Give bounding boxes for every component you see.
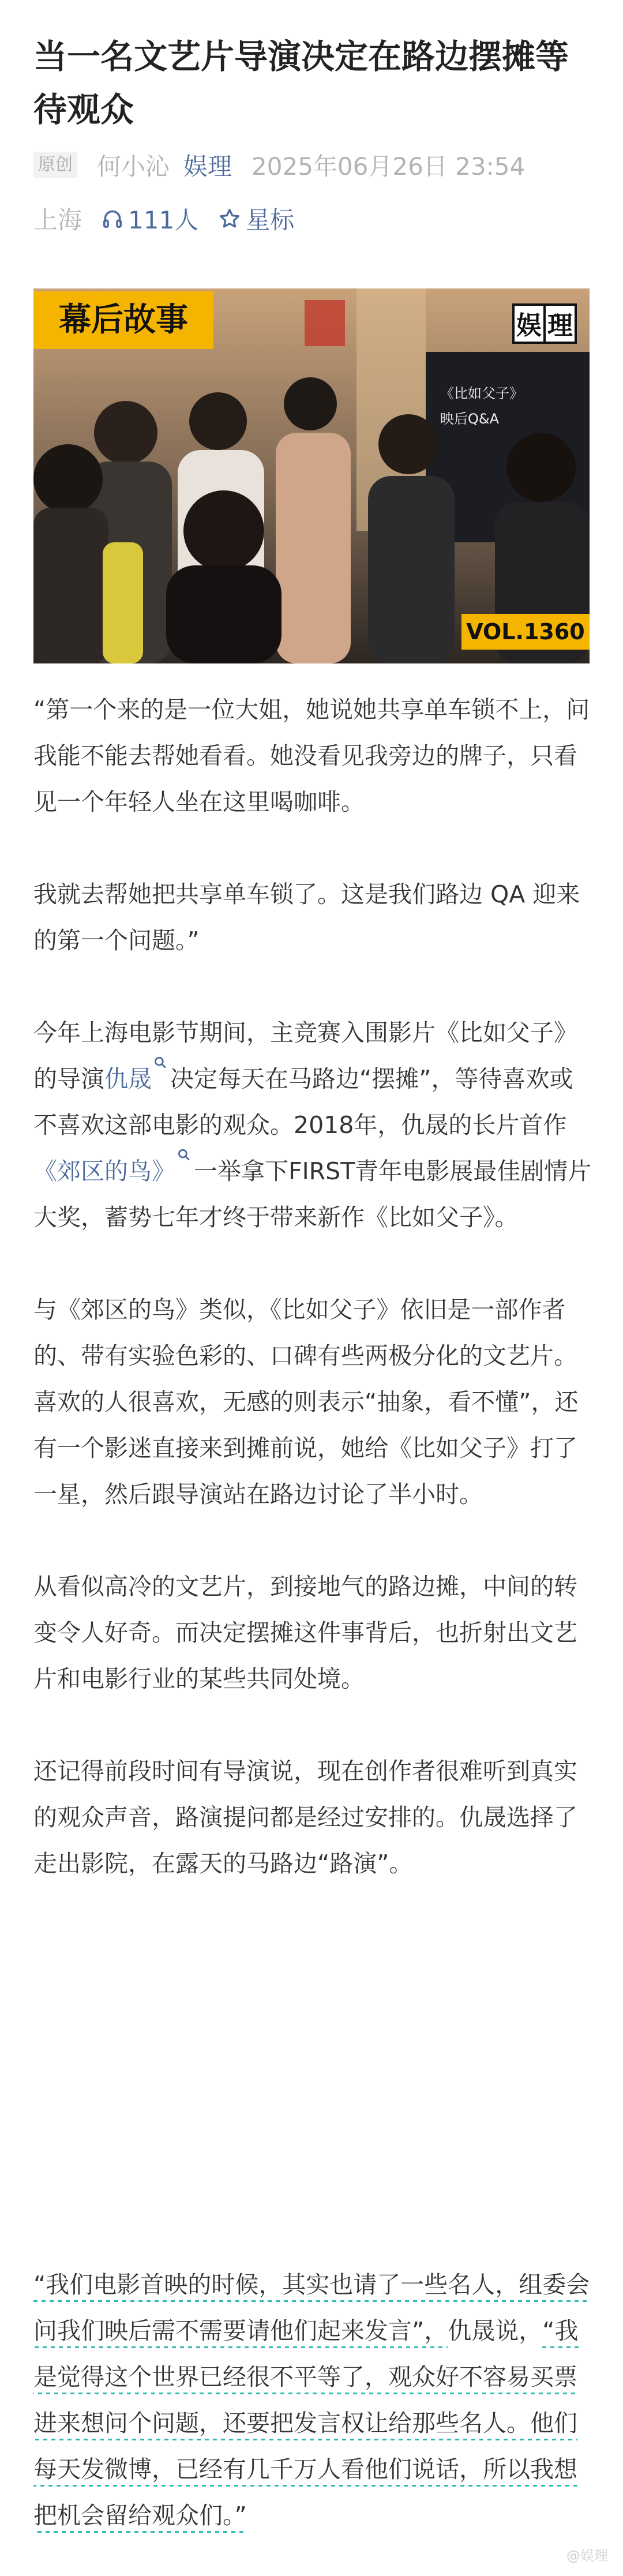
paragraph: 与《郊区的鸟》类似，《比如父子》依旧是一部作者的、带有实验色彩的、口碑有些两极分化的文艺片。喜欢的人很喜欢，无感的则表示“抽象，看不懂”，还有一个影迷直接来到摊前说，她给《比如父子》打了一星，然后跟导演站在路边讨论了半小时。 bbox=[33, 1296, 579, 1508]
paragraph-text: 仇晟说， bbox=[448, 2317, 543, 2345]
search-icon[interactable] bbox=[177, 1148, 192, 1165]
original-badge: 原创 bbox=[33, 152, 77, 178]
source-account-link[interactable]: 娱理 bbox=[183, 152, 232, 181]
search-icon[interactable] bbox=[153, 1056, 168, 1073]
star-icon bbox=[218, 207, 241, 230]
paragraph bbox=[33, 1010, 593, 1240]
article-body bbox=[33, 687, 593, 1933]
paragraph-text: 一举拿下FIRST青年电影展最佳剧情片大奖，蓄势七年才终于带来新作《比如父子》。 bbox=[33, 1157, 592, 1231]
article-title: 当一名文艺片导演决定在路边摆摊等待观众 bbox=[33, 37, 569, 129]
brand-logo bbox=[512, 303, 577, 344]
publish-date: 2025年06月26日 23:54 bbox=[252, 152, 526, 181]
cover-tag: 幕后故事 bbox=[33, 291, 213, 349]
poster-title: 《比如父子》 bbox=[440, 385, 523, 402]
paragraph: 还记得前段时间有导演说，现在创作者很难听到真实的观众声音，路演提问都是经过安排的。仇晟选择了走出影院，在露天的马路边“路演”。 bbox=[33, 1757, 577, 1877]
volume-badge: VOL.1360 bbox=[461, 614, 590, 650]
listen-button[interactable] bbox=[102, 201, 198, 236]
logo-char: 理 bbox=[543, 303, 577, 344]
logo-char: 娱 bbox=[512, 303, 546, 344]
star-label: 星标 bbox=[246, 206, 295, 234]
star-button[interactable] bbox=[218, 201, 294, 236]
article-meta-secondary bbox=[33, 205, 294, 233]
cover-image bbox=[33, 288, 590, 663]
paragraph: 从看似高冷的文艺片，到接地气的路边摊，中间的转变令人好奇。而决定摆摊这件事背后，也折射出文艺片和电影行业的某些共同处境。 bbox=[33, 1573, 577, 1693]
article-meta bbox=[33, 151, 525, 179]
poster-text bbox=[440, 381, 523, 432]
author-name: 何小沁 bbox=[97, 152, 170, 181]
quote-paragraph bbox=[33, 2262, 593, 2538]
poster-subtitle: 映后Q&A bbox=[440, 411, 500, 427]
headphones-icon bbox=[102, 208, 123, 230]
search-link-film[interactable]: 《郊区的鸟》 bbox=[33, 1157, 175, 1185]
paragraph-text: 今年上海电影节期间，主竞赛入围影片《比如父子》的导演 bbox=[33, 1019, 577, 1093]
search-link-qiu-sheng[interactable]: 仇晟 bbox=[104, 1065, 152, 1093]
location: 上海 bbox=[33, 206, 82, 234]
listener-count: 111人 bbox=[128, 206, 199, 234]
highlighted-quote: “我是觉得这个世界已经很不平等了，观众好不容易买票进来想问个问题，还要把发言权让给那些名人。他们每天发微博，已经有几千万人看他们说话，所以我想把机会留给观众们。” bbox=[33, 2317, 579, 2533]
watermark: @娱理 bbox=[566, 2548, 608, 2564]
paragraph-text: 决定每天在马路边“摆摊”，等待喜欢或不喜欢这部电影的观众。2018年，仇晟的长片首作 bbox=[33, 1065, 573, 1139]
highlighted-quote: “我们电影首映的时候，其实也请了一些名人，组委会问我们映后需不需要请他们起来发言”， bbox=[33, 2271, 590, 2348]
paragraph: 我就去帮她把共享单车锁了。这是我们路边 QA 迎来的第一个问题。” bbox=[33, 880, 580, 954]
paragraph: “第一个来的是一位大姐，她说她共享单车锁不上，问我能不能去帮她看看。她没看见我旁边的牌子，只看见一个年轻人坐在这里喝咖啡。 bbox=[33, 696, 590, 816]
